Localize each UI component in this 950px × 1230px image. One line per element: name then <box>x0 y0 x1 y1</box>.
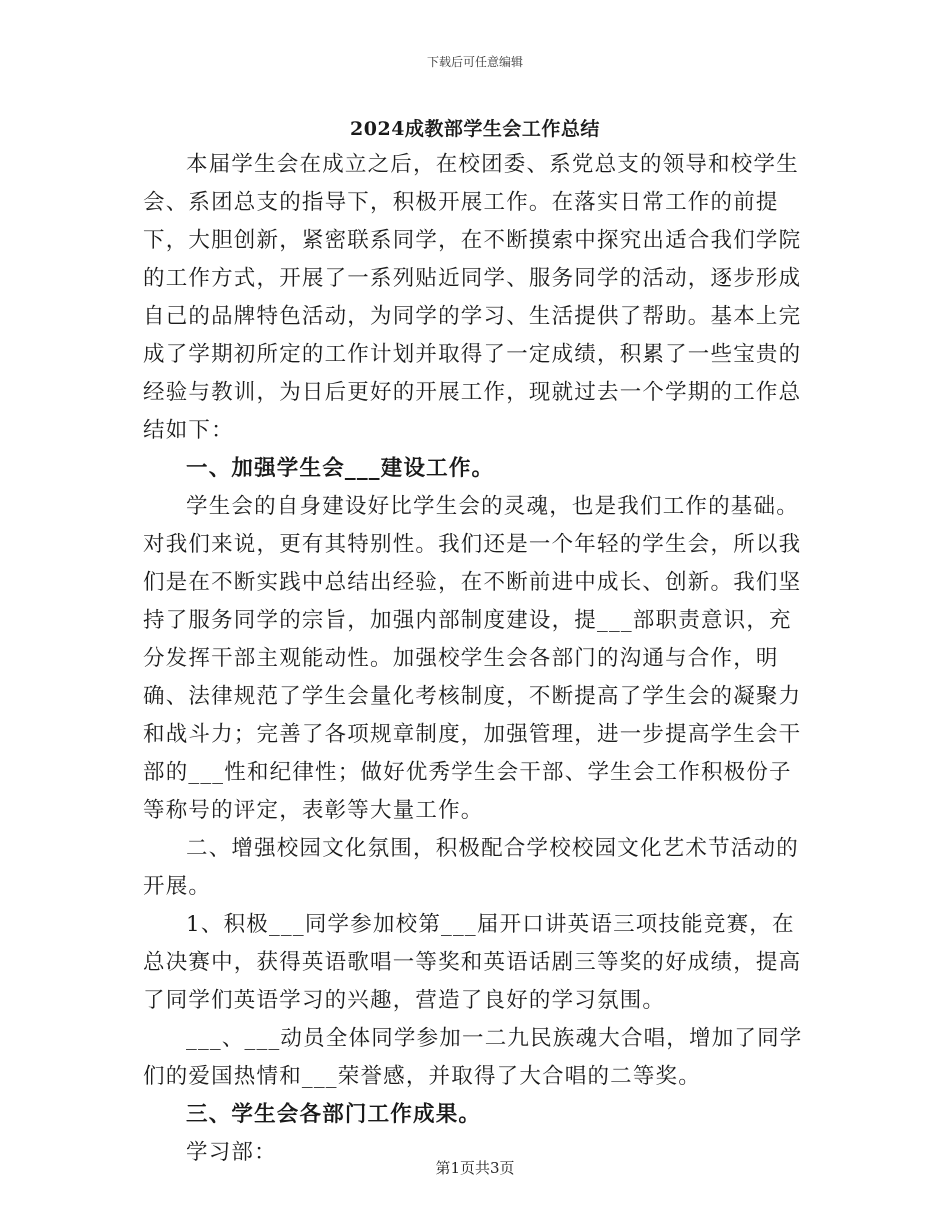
section-heading-3: 三、学生会各部门工作成果。 <box>186 1102 482 1127</box>
document-title: 2024成教部学生会工作总结 <box>350 118 600 140</box>
section-1-paragraph: 学生会的自身建设好比学生会的灵魂，也是我们工作的基础。对我们来说，更有其特别性。我们还是一个年轻的学生会，所以我们是在不断实践中总结出经验，在不断前进中成长、创新。我们坚持了服务同学的宗旨，加强内部制度建设，提___部职责意识，充分发挥干部主观能动性。加强校学生会各部门的沟通与合作，明确、法律规范了学生会量化考核制度，不断提高了学生会的凝聚力和战斗力；完善了各项规章制度，加强管理，进一步提高学生会干部的___性和纪律性；做好优秀学生会干部、学生会工作积极份子等称号的评定，表彰等大量工作。 <box>143 494 802 823</box>
page-footer: 第1页共3页 <box>435 1159 515 1177</box>
section-heading-2: 二、增强校园文化氛围，积极配合学校校园文化艺术节活动的开展。 <box>143 836 799 899</box>
header-note: 下载后可任意编辑 <box>426 55 523 69</box>
document-body <box>143 146 811 1172</box>
item-2-paragraph: ___、___动员全体同学参加一二九民族魂大合唱，增加了同学们的爱国热情和___荣誉感，并取得了大合唱的二等奖。 <box>143 1026 803 1089</box>
intro-paragraph: 本届学生会在成立之后，在校团委、系党总支的领导和校学生会、系团总支的指导下，积极开展工作。在落实日常工作的前提下，大胆创新，紧密联系同学，在不断摸索中探究出适合我们学院的工作方式，开展了一系列贴近同学、服务同学的活动，逐步形成自己的品牌特色活动，为同学的学习、生活提供了帮助。基本上完成了学期初所定的工作计划并取得了一定成绩，积累了一些宝贵的经验与教训，为日后更好的开展工作，现就过去一个学期的工作总结如下： <box>143 152 802 443</box>
section-heading-1: 一、加强学生会___建设工作。 <box>186 456 495 481</box>
item-1-paragraph: 1、积极___同学参加校第___届开口讲英语三项技能竞赛，在总决赛中，获得英语歌唱一等奖和英语话剧三等奖的好成绩，提高了同学们英语学习的兴趣，营造了良好的学习氛围。 <box>143 912 802 1013</box>
study-dept-label: 学习部： <box>186 1140 277 1165</box>
